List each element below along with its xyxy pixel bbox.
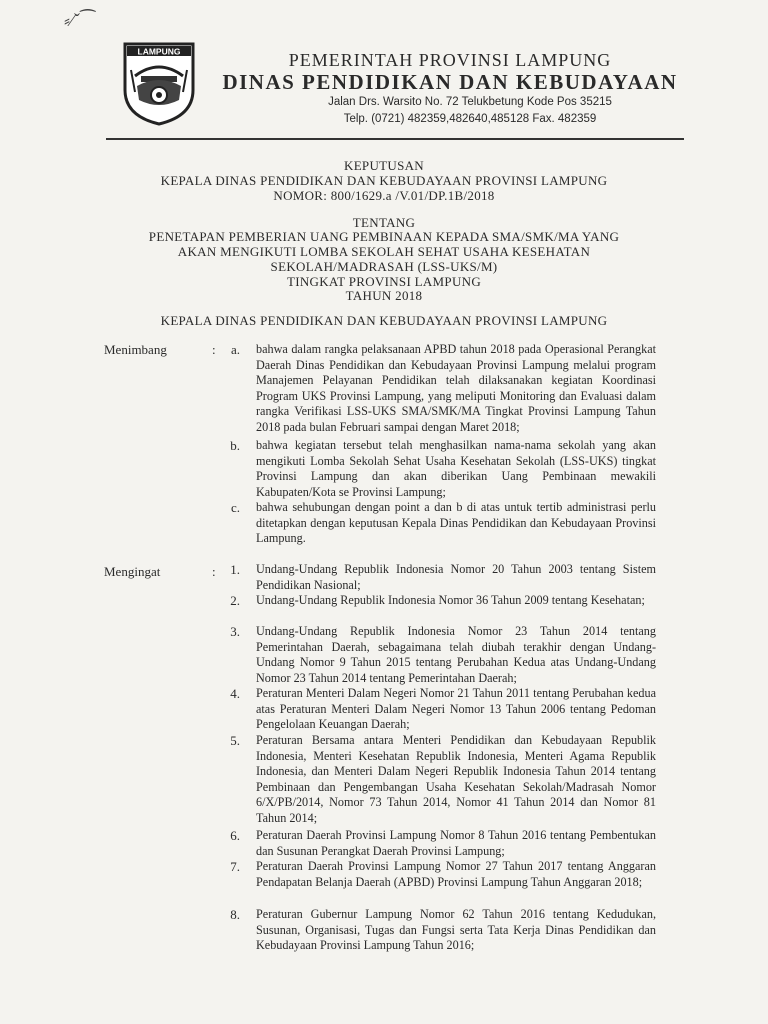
menimbang-item: bahwa dalam rangka pelaksanaan APBD tahun 2018 pada Operasional Perangkat Daerah Dinas Pendidikan dan Kebudayaan Provinsi Lampung melalui program Manajemen Pelayanan Pendidikan telah dilaksanakan kegiatan Koordinasi Program UKS Provinsi Lampung, yang meliputi Monitoring dan Evaluasi dalam rangka Verifikasi LSS-UKS SMA/SMK/MA Tingkat Provinsi Lampung Tahun 2018 pada bulan Februari sampai dengan Maret 2018; xyxy=(256,342,656,434)
mengingat-item: Undang-Undang Republik Indonesia Nomor 23 Tahun 2014 tentang Pemerintahan Daerah, sebagaimana telah diubah terakhir dengan Undang-Undang Nomor 9 Tahun 2015 tentang Perubahan Kedua atas Undang-Undang Nomor 23 Tahun 2014 tentang Pemerintahan Daerah; xyxy=(256,624,656,685)
menimbang-colon: : xyxy=(212,342,216,357)
decree-issuer-repeat: KEPALA DINAS PENDIDIKAN DAN KEBUDAYAAN PROVINSI LAMPUNG xyxy=(160,313,608,328)
office-address: Jalan Drs. Warsito No. 72 Telukbetung Kode Pos 35215 xyxy=(328,96,612,108)
mengingat-label: Mengingat xyxy=(104,564,161,579)
decree-subject-line: SEKOLAH/MADRASAH (LSS-UKS/M) xyxy=(270,259,498,274)
menimbang-marker: b. xyxy=(230,438,240,453)
handwritten-mark-icon: ⸗ ⁄ ˇ ⁀ xyxy=(64,10,93,30)
mengingat-marker: 1. xyxy=(230,562,240,577)
mengingat-colon: : xyxy=(212,564,216,579)
decree-subject-line: AKAN MENGIKUTI LOMBA SEKOLAH SEHAT USAHA KESEHATAN xyxy=(177,244,591,259)
mengingat-item: Undang-Undang Republik Indonesia Nomor 36 Tahun 2009 tentang Kesehatan; xyxy=(256,593,645,607)
mengingat-item: Peraturan Menteri Dalam Negeri Nomor 21 Tahun 2011 tentang Perubahan kedua atas Peraturan Menteri Dalam Negeri Nomor 13 Tahun 2006 tentang Pedoman Pengelolaan Keuangan Daerah; xyxy=(256,686,656,732)
menimbang-item: bahwa sehubungan dengan point a dan b di atas untuk tertib administrasi perlu ditetapkan dengan keputusan Kepala Dinas Pendidikan dan Kebudayaan Provinsi Lampung. xyxy=(256,500,656,546)
mengingat-marker: 8. xyxy=(230,907,240,922)
decree-subject-line: TINGKAT PROVINSI LAMPUNG xyxy=(286,274,482,289)
decree-subject-line: TAHUN 2018 xyxy=(345,288,423,303)
menimbang-label: Menimbang xyxy=(104,342,167,357)
lampung-emblem-icon xyxy=(121,40,197,126)
emblem-label: LAMPUNG xyxy=(137,46,181,57)
mengingat-item: Undang-Undang Republik Indonesia Nomor 20 Tahun 2003 tentang Sistem Pendidikan Nasional; xyxy=(256,562,656,592)
office-telephone: Telp. (0721) 482359,482640,485128 Fax. 482359 xyxy=(343,113,597,125)
mengingat-marker: 4. xyxy=(230,686,240,701)
menimbang-marker: c. xyxy=(230,500,240,515)
menimbang-marker: a. xyxy=(230,342,240,357)
mengingat-item: Peraturan Gubernur Lampung Nomor 62 Tahun 2016 tentang Kedudukan, Susunan, Organisasi, Tugas dan Fungsi serta Tata Kerja Dinas Pendidikan dan Kebudayaan Provinsi Lampung Tahun 2016; xyxy=(256,907,656,953)
mengingat-item: Peraturan Bersama antara Menteri Pendidikan dan Kebudayaan Republik Indonesia, Menteri Kesehatan Republik Indonesia, Menteri Agama Republik Indonesia, dan Menteri Dalam Negeri Republik Indonesia Tahun 2014 tentang Pembinaan dan Pengembangan Usaha Kesehatan Sekolah/Madrasah Nomor 6/X/PB/2014, Nomor 73 Tahun 2014, Nomor 41 Tahun 2014 dan Nomor 81 Tahun 2014; xyxy=(256,733,656,825)
decree-heading: KEPUTUSAN xyxy=(344,158,424,173)
letterhead xyxy=(200,50,700,128)
menimbang-item: bahwa kegiatan tersebut telah menghasilkan nama-nama sekolah yang akan mengikuti Lomba Sekolah Sehat Usaha Kesehatan Sekolah (LSS-UKS) tingkat Provinsi Lampung dan akan diberikan Uang Pembinaan mewakili Kabupaten/Kota se Provinsi Lampung; xyxy=(256,438,656,499)
mengingat-item: Peraturan Daerah Provinsi Lampung Nomor 27 Tahun 2017 tentang Anggaran Pendapatan Belanja Daerah (APBD) Provinsi Lampung Tahun Anggaran 2018; xyxy=(256,859,656,889)
mengingat-marker: 6. xyxy=(230,828,240,843)
mengingat-marker: 7. xyxy=(230,859,240,874)
decree-about: TENTANG xyxy=(352,215,416,230)
decree-subject-line: PENETAPAN PEMBERIAN UANG PEMBINAAN KEPADA SMA/SMK/MA YANG xyxy=(148,229,620,244)
government-name: PEMERINTAH PROVINSI LAMPUNG xyxy=(288,50,612,70)
mengingat-marker: 5. xyxy=(230,733,240,748)
decree-number: NOMOR: 800/1629.a /V.01/DP.1B/2018 xyxy=(273,188,495,203)
mengingat-marker: 3. xyxy=(230,624,240,639)
letterhead-divider xyxy=(106,138,684,140)
mengingat-marker: 2. xyxy=(230,593,240,608)
decree-issuer: KEPALA DINAS PENDIDIKAN DAN KEBUDAYAAN PROVINSI LAMPUNG xyxy=(160,173,608,188)
department-name: DINAS PENDIDIKAN DAN KEBUDAYAAN xyxy=(222,70,678,94)
mengingat-item: Peraturan Daerah Provinsi Lampung Nomor 8 Tahun 2016 tentang Pembentukan dan Susunan Perangkat Daerah Provinsi Lampung; xyxy=(256,828,656,858)
